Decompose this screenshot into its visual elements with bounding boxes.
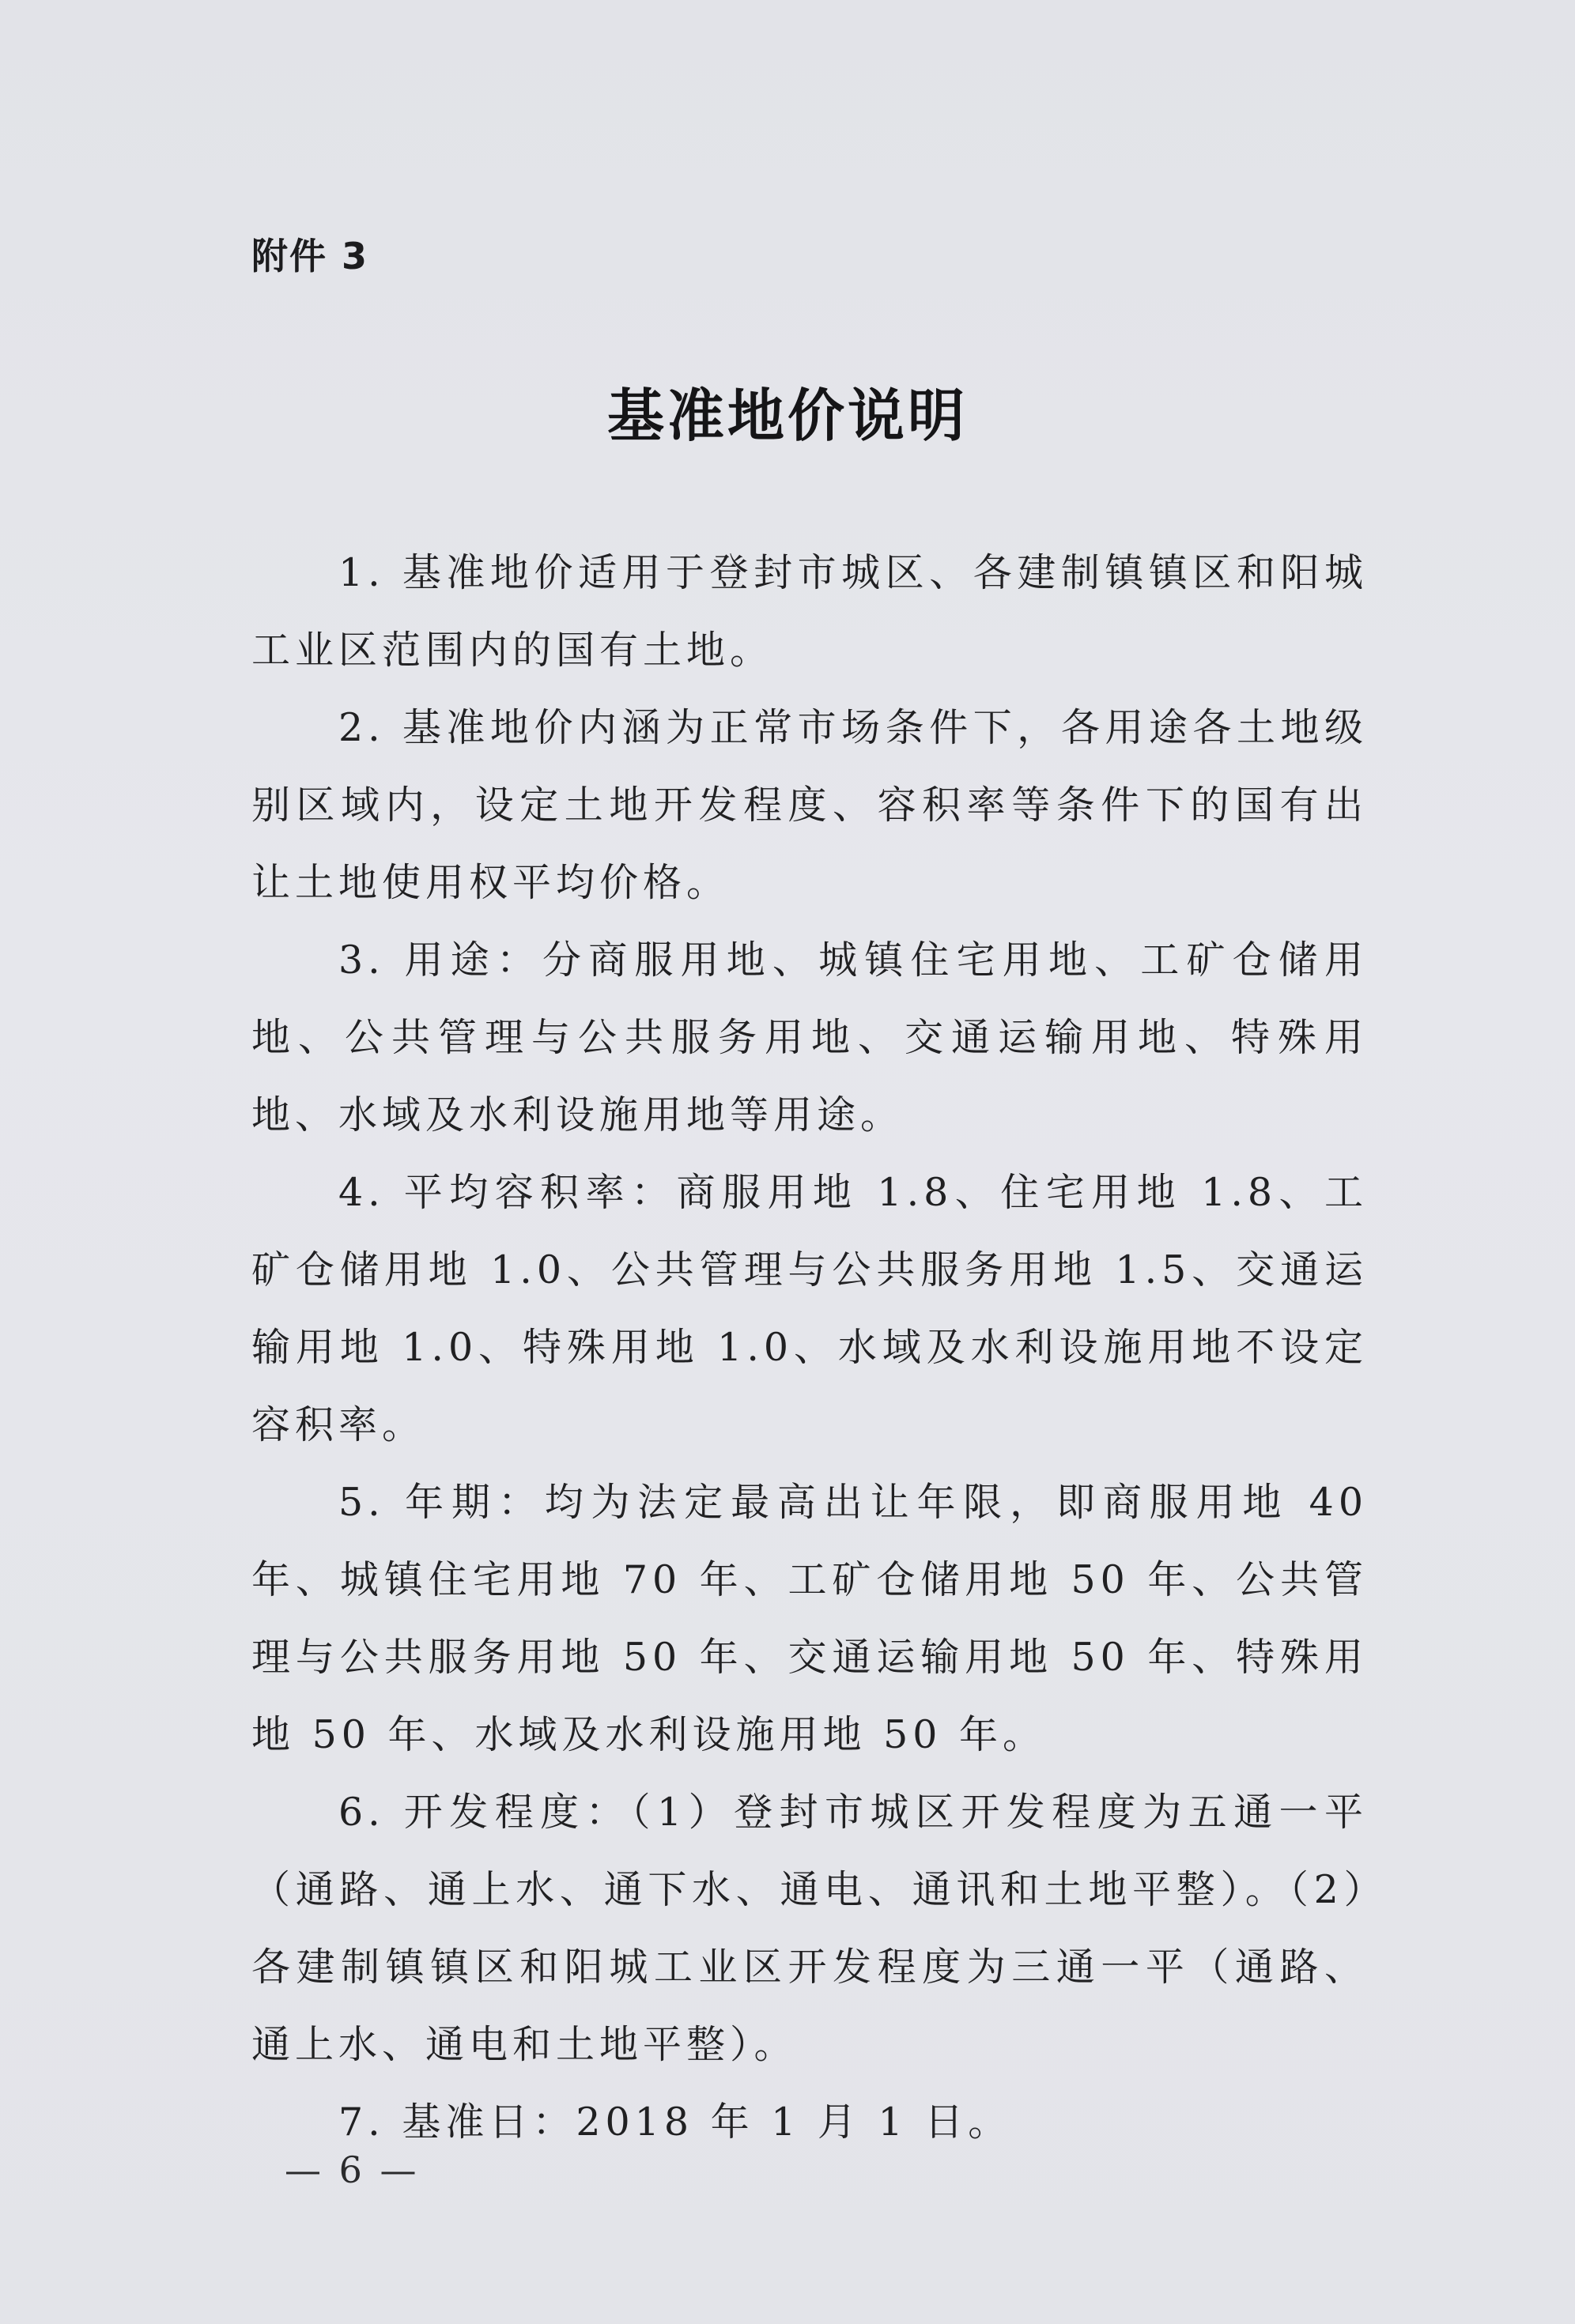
paragraph-5: 5. 年期：均为法定最高出让年限，即商服用地 40 年、城镇住宅用地 70 年、工矿仓储用地 50 年、公共管理与公共服务用地 50 年、交通运输用地 50 年、特殊用地 50 年、水域及水利设施用地 50 年。 — [251, 1480, 1368, 1757]
document-body — [251, 534, 1368, 2161]
paragraph-1: 1. 基准地价适用于登封市城区、各建制镇镇区和阳城工业区范围内的国有土地。 — [251, 550, 1368, 673]
paragraph-6: 6. 开发程度：（1）登封市城区开发程度为五通一平（通路、通上水、通下水、通电、通讯和土地平整）。（2）各建制镇镇区和阳城工业区开发程度为三通一平（通路、通上水、通电和土地平整）。 — [251, 1790, 1368, 2067]
attachment-label: 附件 3 — [251, 235, 369, 277]
document-title: 基准地价说明 — [606, 382, 968, 449]
paragraph-7: 7. 基准日：2018 年 1 月 1 日。 — [338, 2100, 1012, 2145]
page-number: — 6 — — [285, 2149, 420, 2191]
paragraph-4: 4. 平均容积率：商服用地 1.8、住宅用地 1.8、工矿仓储用地 1.0、公共管理与公共服务用地 1.5、交通运输用地 1.0、特殊用地 1.0、水域及水利设施用地不设定容积率。 — [251, 1170, 1368, 1447]
paragraph-2: 2. 基准地价内涵为正常市场条件下，各用途各土地级别区域内，设定土地开发程度、容积率等条件下的国有出让土地使用权平均价格。 — [251, 705, 1368, 905]
paragraph-3: 3. 用途：分商服用地、城镇住宅用地、工矿仓储用地、公共管理与公共服务用地、交通运输用地、特殊用地、水域及水利设施用地等用途。 — [251, 938, 1368, 1137]
